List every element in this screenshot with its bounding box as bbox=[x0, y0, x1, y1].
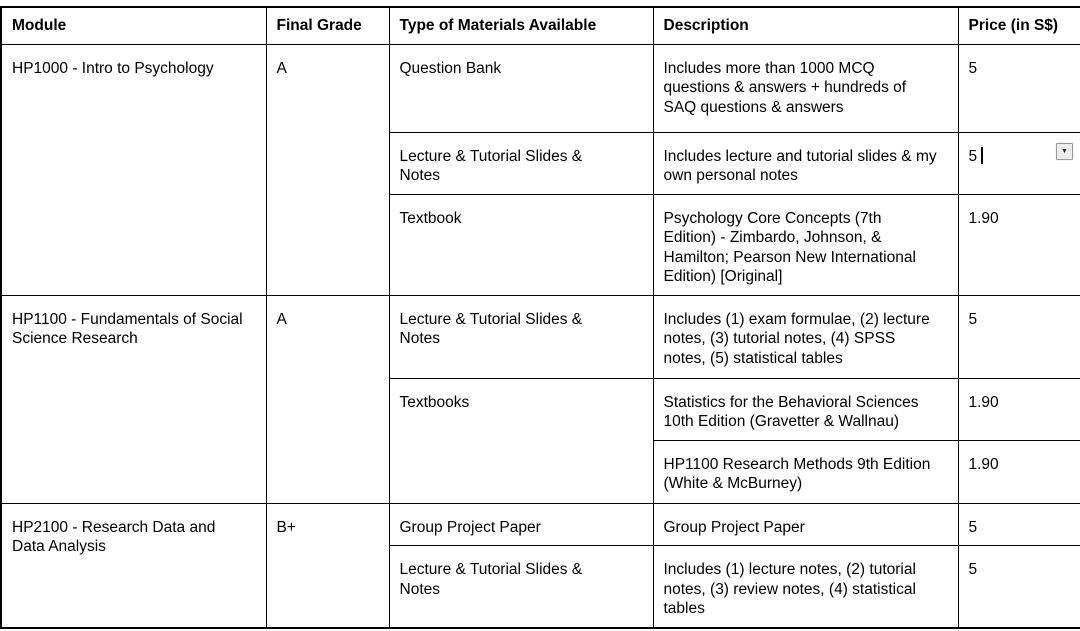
header-module[interactable]: Module bbox=[1, 7, 266, 44]
material-cell[interactable]: Lecture & Tutorial Slides & Notes bbox=[389, 295, 653, 378]
header-row bbox=[1, 7, 1080, 44]
module-cell[interactable]: HP2100 - Research Data and Data Analysis bbox=[1, 503, 266, 628]
description-cell[interactable]: Statistics for the Behavioral Sciences 10th Edition (Gravetter & Wallnau) bbox=[653, 378, 958, 440]
description-cell[interactable]: Includes (1) exam formulae, (2) lecture notes, (3) tutorial notes, (4) SPSS notes, (5) statistical tables bbox=[653, 295, 958, 378]
price-value: 5 bbox=[968, 147, 978, 165]
description-cell[interactable]: Includes (1) lecture notes, (2) tutorial notes, (3) review notes, (4) statistical tables bbox=[653, 546, 958, 628]
table-row bbox=[1, 44, 1080, 132]
materials-table bbox=[0, 6, 1080, 629]
cell-dropdown-button[interactable] bbox=[1056, 143, 1073, 160]
grade-cell[interactable]: A bbox=[266, 44, 389, 295]
description-cell[interactable]: HP1100 Research Methods 9th Edition (White & McBurney) bbox=[653, 440, 958, 503]
description-cell[interactable]: Psychology Core Concepts (7th Edition) - Zimbardo, Johnson, & Hamilton; Pearson New International Edition) [Original] bbox=[653, 194, 958, 295]
material-cell[interactable]: Textbook bbox=[389, 194, 653, 295]
description-cell[interactable]: Group Project Paper bbox=[653, 503, 958, 546]
grade-cell[interactable]: B+ bbox=[266, 503, 389, 628]
table-row bbox=[1, 295, 1080, 378]
header-price[interactable]: Price (in S$) bbox=[958, 7, 1080, 44]
price-cell[interactable]: 1.90 bbox=[958, 378, 1080, 440]
material-cell[interactable]: Lecture & Tutorial Slides & Notes bbox=[389, 132, 653, 194]
description-cell[interactable]: Includes lecture and tutorial slides & my own personal notes bbox=[653, 132, 958, 194]
text-cursor bbox=[981, 147, 983, 164]
header-final-grade[interactable]: Final Grade bbox=[266, 7, 389, 44]
material-cell[interactable]: Group Project Paper bbox=[389, 503, 653, 546]
material-cell[interactable]: Lecture & Tutorial Slides & Notes bbox=[389, 546, 653, 628]
description-cell[interactable]: Includes more than 1000 MCQ questions & answers + hundreds of SAQ questions & answers bbox=[653, 44, 958, 132]
material-cell[interactable]: Textbooks bbox=[389, 378, 653, 503]
price-cell[interactable]: 5 bbox=[958, 295, 1080, 378]
price-cell[interactable]: 5 bbox=[958, 546, 1080, 628]
table-row bbox=[1, 503, 1080, 546]
chevron-down-icon: ▼ bbox=[1061, 148, 1068, 155]
module-cell[interactable]: HP1000 - Intro to Psychology bbox=[1, 44, 266, 295]
material-cell[interactable]: Question Bank bbox=[389, 44, 653, 132]
grade-cell[interactable]: A bbox=[266, 295, 389, 503]
price-cell-editing[interactable] bbox=[958, 132, 1080, 194]
header-description[interactable]: Description bbox=[653, 7, 958, 44]
header-materials[interactable]: Type of Materials Available bbox=[389, 7, 653, 44]
module-cell[interactable]: HP1100 - Fundamentals of Social Science Research bbox=[1, 295, 266, 503]
price-cell[interactable]: 5 bbox=[958, 44, 1080, 132]
price-cell[interactable]: 1.90 bbox=[958, 194, 1080, 295]
price-cell[interactable]: 5 bbox=[958, 503, 1080, 546]
sheet-page bbox=[0, 6, 1080, 631]
price-cell[interactable]: 1.90 bbox=[958, 440, 1080, 503]
